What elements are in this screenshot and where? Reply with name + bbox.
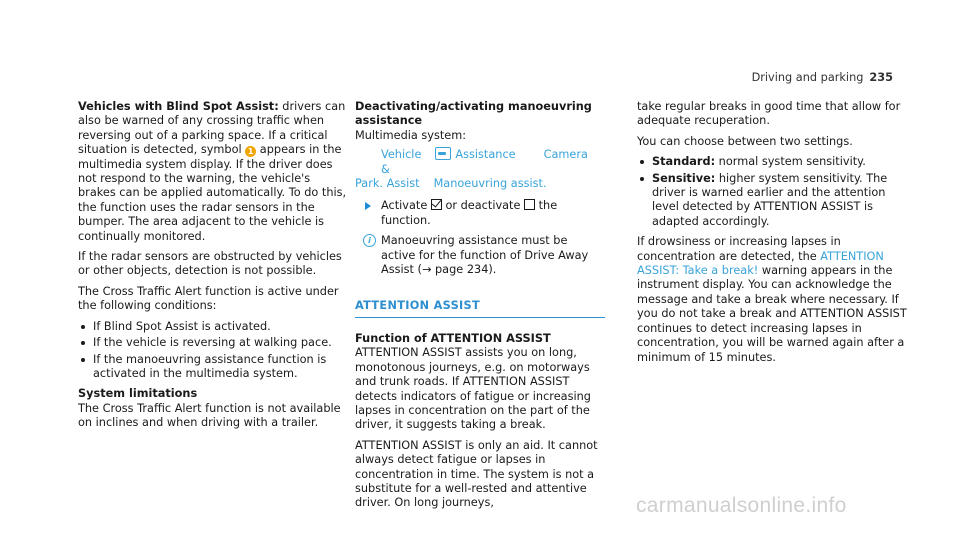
conditions-list — [78, 320, 348, 382]
aid-text: ATTENTION ASSIST is only an aid. It cannot always detect fatigue or lapses in concentration in time. The system is not a substitute for a well-rested and attentive driver. On long journeys, — [355, 438, 598, 510]
page-header — [752, 71, 893, 85]
menu-park-assist[interactable]: Park. Assist — [355, 177, 420, 191]
vbsa-paragraph — [78, 100, 348, 244]
column-1 — [78, 100, 348, 437]
list-item: Standard: normal system sensitivity. — [637, 155, 907, 169]
watermark: carmanualsonline.info — [636, 494, 847, 517]
list-item: If the vehicle is reversing at walking pace. — [78, 336, 348, 350]
limits-text: The Cross Traffic Alert function is not available on inclines and when driving with a trailer. — [78, 401, 341, 430]
column-2 — [355, 100, 605, 517]
manoeuvring-title: Deactivating/activating manoeuvring assistance — [355, 100, 592, 128]
info-icon: i — [363, 234, 376, 247]
checkbox-checked-icon — [431, 199, 442, 210]
car-assist-icon — [435, 147, 451, 160]
menu-path — [355, 147, 605, 191]
menu-vehicle[interactable]: Vehicle — [381, 148, 422, 162]
breaks-text: take regular breaks in good time that allow for adequate recuperation. — [637, 100, 901, 128]
vbsa-text-a: drivers can also be warned of any crossing traffic when reversing out of a parking space. If a critical situation is detected, symbol — [78, 100, 346, 157]
menu-assistance[interactable]: Assistance — [435, 148, 529, 161]
conditions-intro: The Cross Traffic Alert function is active under the following conditions: — [78, 284, 339, 313]
function-text: ATTENTION ASSIST assists you on long, monotonous journeys, e.g. on motorways and trunk roads. If ATTENTION ASSIST detects indicators of fatigue or increasing lapses in concentration on the part of the driver, it suggests taking a break. — [355, 346, 591, 432]
vbsa-title: Vehicles with Blind Spot Assist: — [78, 100, 279, 113]
menu-manoeuvring[interactable]: Manoeuvring assist. — [433, 177, 547, 191]
info-note: i Manoeuvring assistance must be active for the function of Drive Away Assist (→ page 234). — [355, 234, 605, 277]
vbsa-text-b: appears in the multimedia system display. If the driver does not respond to the warning, the vehicle's brakes can be applied automatically. To do this, the function uses the radar sensors in the bumper. The area adjacent to the vehicle is continually monitored. — [78, 143, 347, 243]
symbol-1-icon: 1 — [245, 146, 256, 157]
list-item: Sensitive: higher system sensitivity. The driver is warned earlier and the attention level detected by ATTENTION ASSIST is adapted accordingly. — [637, 172, 907, 230]
checkbox-empty-icon — [524, 199, 535, 210]
step-arrow-icon — [365, 202, 371, 210]
list-item: If the manoeuvring assistance function is activated in the multimedia system. — [78, 353, 348, 382]
section-heading: ATTENTION ASSIST — [355, 299, 605, 317]
column-3 — [637, 100, 907, 371]
function-title: Function of ATTENTION ASSIST — [355, 331, 551, 345]
system-label: Multimedia system: — [355, 128, 467, 142]
header-section: Driving and parking — [751, 71, 864, 84]
attention-message-link[interactable]: ATTENTION ASSIST: Take a break! — [637, 249, 884, 278]
list-item: If Blind Spot Assist is activated. — [78, 320, 348, 334]
settings-list — [637, 155, 907, 229]
step-activate: Activate or deactivate the function. — [355, 199, 605, 228]
limits-title: System limitations — [78, 387, 198, 401]
radar-paragraph: If the radar sensors are obstructed by vehicles or other objects, detection is not possible. — [78, 250, 342, 278]
page-number: 235 — [869, 71, 893, 84]
settings-intro: You can choose between two settings. — [637, 134, 853, 148]
drowsiness-text: If drowsiness or increasing lapses in concentration are detected, the ATTENTION ASSIST: Take a break! warning appears in the instrument display. You can acknowledge the message and take a break where necessary. If you do not take a break and ATTENTION ASSIST continues to detect increasing lapses in concentration, you will be warned again after a minimum of 15 minutes. — [637, 235, 907, 364]
menu-camera[interactable]: Camera & — [381, 148, 588, 176]
